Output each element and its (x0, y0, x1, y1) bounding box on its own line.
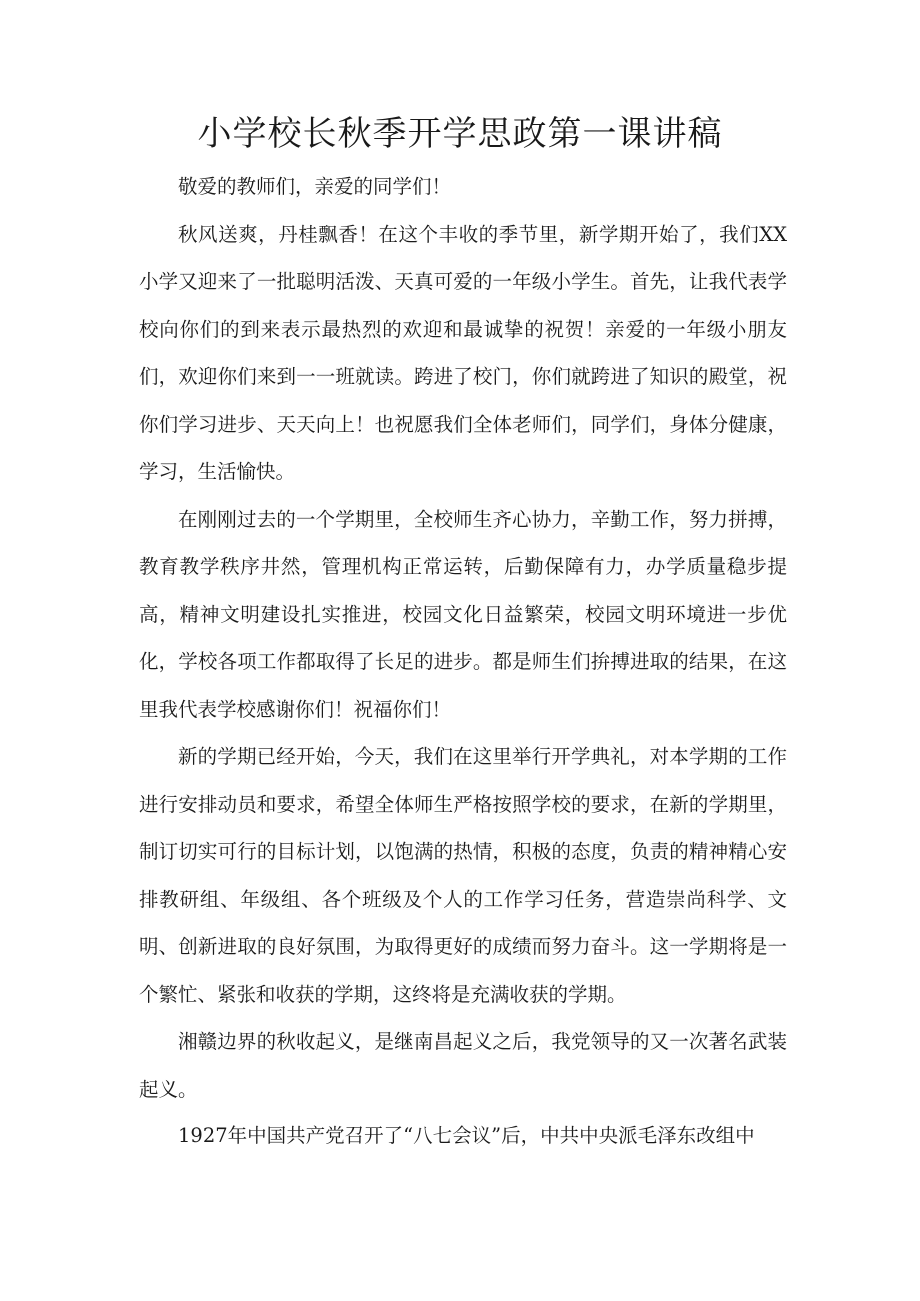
paragraph-greeting: 敬爱的教师们，亲爱的同学们！ (178, 175, 452, 198)
paragraph-review: 在刚刚过去的一个学期里，全校师生齐心协力，辛勤工作，努力拼搏，教育教学秩序井然，管理机构正常运转，后勤保障有力，办学质量稳步提高，精神文明建设扎实推进，校园文化日益繁荣，校园文明环境进一步优化，学校各项工作都取得了长足的进步。都是师生们拚搏进取的结果，在这里我代表学校感谢你们！祝福你们！ (139, 507, 787, 721)
document-title: 小学校长秋季开学思政第一课讲稿 (197, 114, 723, 154)
paragraph-1927: 1927年中国共产党召开了“八七会议”后，中共中央派毛泽东改组中 (178, 1124, 755, 1147)
document-body (139, 163, 787, 1158)
paragraph-uprising: 湘赣边界的秋收起义，是继南昌起义之后，我党领导的又一次著名武装起义。 (139, 1030, 787, 1101)
paragraph-welcome: 秋风送爽，丹桂飘香！在这个丰收的季节里，新学期开始了，我们XX小学又迎来了一批聪明活泼、天真可爱的一年级小学生。首先，让我代表学校向你们的到来表示最热烈的欢迎和最诚挚的祝贺！亲爱的一年级小朋友们，欢迎你们来到一一班就读。跨进了校门，你们就跨进了知识的殿堂，祝你们学习进步、天天向上！也祝愿我们全体老师们，同学们，身体分健康，学习，生活愉快。 (139, 222, 787, 483)
paragraph-new-semester: 新的学期已经开始，今天，我们在这里举行开学典礼，对本学期的工作进行安排动员和要求，希望全体师生严格按照学校的要求，在新的学期里，制订切实可行的目标计划，以饱满的热情，积极的态度，负责的精神精心安排教研组、年级组、各个班级及个人的工作学习任务，营造崇尚科学、文明、创新进取的良好氛围，为取得更好的成绩而努力奋斗。这一学期将是一个繁忙、紧张和收获的学期，这终将是充满收获的学期。 (139, 745, 787, 1006)
